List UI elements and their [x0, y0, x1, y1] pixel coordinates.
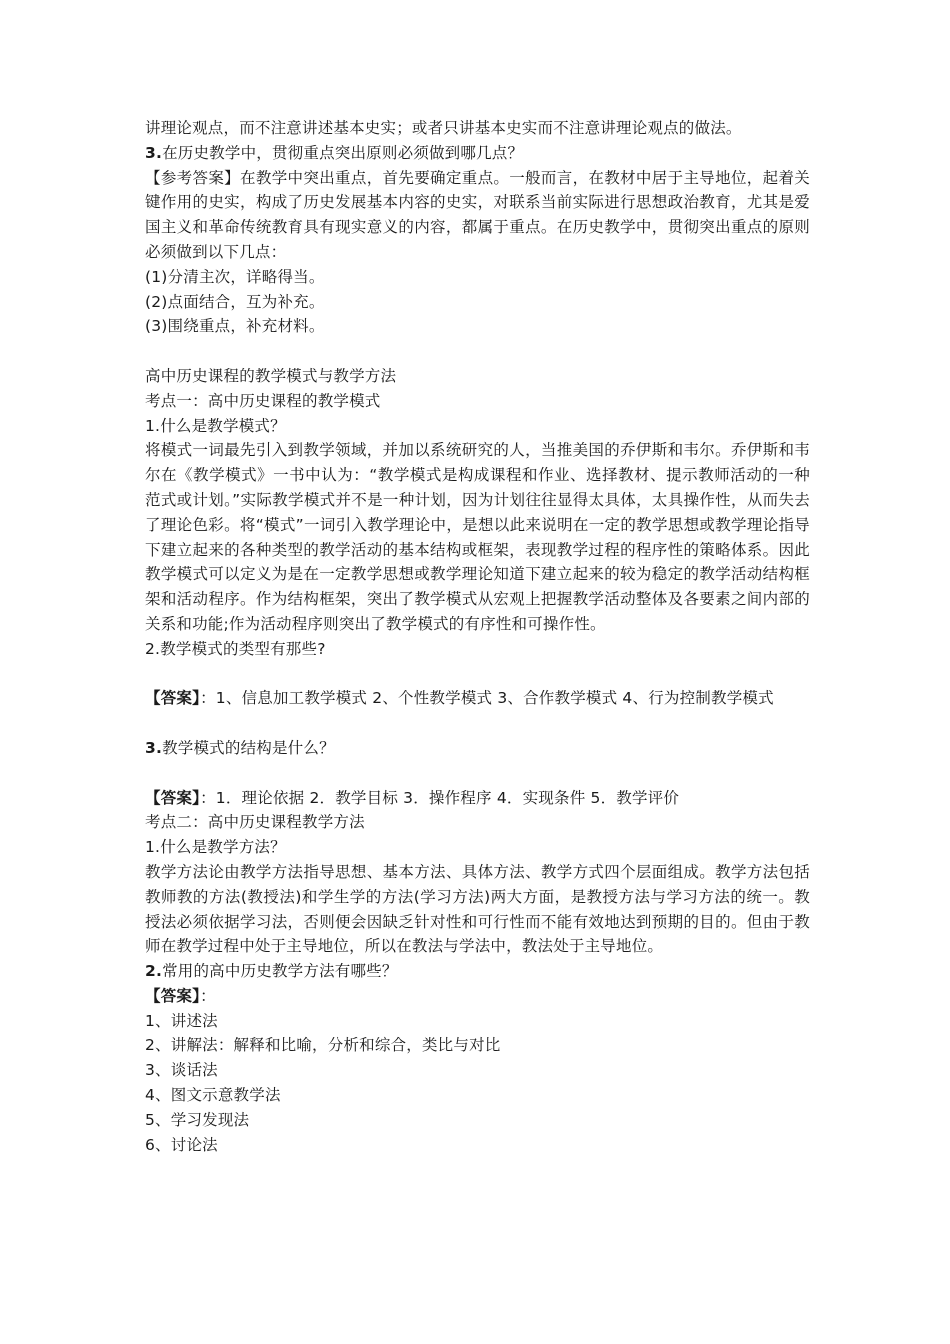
list-item: 1、讲述法 [145, 1011, 218, 1030]
question-number: 3. [145, 143, 163, 162]
answer-text: ：1．理论依据 2．教学目标 3．操作程序 4．实现条件 5．教学评价 [200, 788, 680, 807]
answer-text: ：1、信息加工教学模式 2、个性教学模式 3、合作教学模式 4、行为控制教学模式 [200, 689, 774, 708]
answer-paragraph: 将模式一词最先引入到教学领域，并加以系统研究的人，当推美国的乔伊斯和韦尔。乔伊斯和韦尔在《教学模式》一书中认为：“教学模式是构成课程和作业、选择教材、提示教师活动的一种范式或计划。”实际教学模式并不是一种计划，因为计划往往显得太具体，太具操作性，从而失去了理论色彩。将“模式”一词引入教学理论中，是想以此来说明在一定的教学思想或教学理论指导下建立起来的各种类型的教学活动的基本结构或框架，表现教学过程的程序性的策略体系。因此教学模式可以定义为是在一定教学思想或教学理论知道下建立起来的较为稳定的教学活动结构框架和活动程序。作为结构框架，突出了教学模式从宏观上把握教学活动整体及各要素之间内部的关系和功能;作为活动程序则突出了教学模式的有序性和可操作性。 [145, 441, 810, 633]
spacer [145, 662, 810, 687]
reference-answer: 【参考答案】在教学中突出重点，首先要确定重点。一般而言，在教材中居于主导地位，起着关键作用的史实，构成了历史发展基本内容的史实，对联系当前实际进行思想政治教育，尤其是爱国主义和革命传统教育具有现实意义的内容，都属于重点。在历史教学中，贯彻突出重点的原则必须做到以下几点： [145, 168, 810, 261]
answer-label: 【答案】 [145, 788, 201, 807]
answer-line [145, 786, 810, 811]
key-point-1: 考点一：高中历史课程的教学模式 [145, 391, 381, 410]
question-heading: 1.什么是教学方法？ [145, 838, 286, 857]
question-text: 常用的高中历史教学方法有哪些？ [162, 962, 398, 981]
list-item: (3)围绕重点，补充材料。 [145, 317, 325, 336]
question-heading: 2.教学模式的类型有那些? [145, 639, 326, 658]
answer-label: 【答案】 [145, 986, 201, 1005]
spacer [145, 761, 810, 786]
question-heading [145, 959, 810, 984]
list-item: 4、图文示意教学法 [145, 1086, 281, 1105]
answer-label: 【答案】 [145, 689, 201, 708]
answer-line [145, 984, 810, 1009]
answer-paragraph: 教学方法论由教学方法指导思想、基本方法、具体方法、教学方式四个层面组成。教学方法包括教师教的方法(教授法)和学生学的方法(学习方法)两大方面，是教授方法与学习方法的统一。教授法必须依据学习法，否则便会因缺乏针对性和可行性而不能有效地达到预期的目的。但由于教师在教学过程中处于主导地位，所以在教法与学法中，教法处于主导地位。 [145, 862, 810, 956]
answer-line [145, 686, 810, 711]
question-number: 2. [145, 962, 163, 981]
question-heading [145, 736, 810, 761]
spacer [145, 339, 810, 364]
list-item: (2)点面结合，互为补充。 [145, 292, 325, 311]
question-heading: 1.什么是教学模式？ [145, 416, 286, 435]
list-item: 6、讨论法 [145, 1135, 218, 1154]
section-title: 高中历史课程的教学模式与教学方法 [145, 366, 397, 385]
document-page [145, 116, 810, 1157]
list-item: (1)分清主次，详略得当。 [145, 267, 325, 286]
paragraph-continued: 讲理论观点，而不注意讲述基本史实；或者只讲基本史实而不注意讲理论观点的做法。 [145, 119, 742, 137]
question-3-heading [145, 141, 810, 166]
list-item: 3、谈话法 [145, 1061, 218, 1080]
spacer [145, 711, 810, 736]
answer-colon: ： [200, 986, 216, 1005]
question-number: 3. [145, 738, 163, 757]
question-text: 教学模式的结构是什么？ [162, 738, 335, 757]
list-item: 2、讲解法：解释和比喻，分析和综合，类比与对比 [145, 1036, 501, 1055]
list-item: 5、学习发现法 [145, 1110, 250, 1129]
key-point-2: 考点二：高中历史课程教学方法 [145, 813, 365, 832]
question-text: 在历史教学中，贯彻重点突出原则必须做到哪几点？ [162, 143, 524, 162]
